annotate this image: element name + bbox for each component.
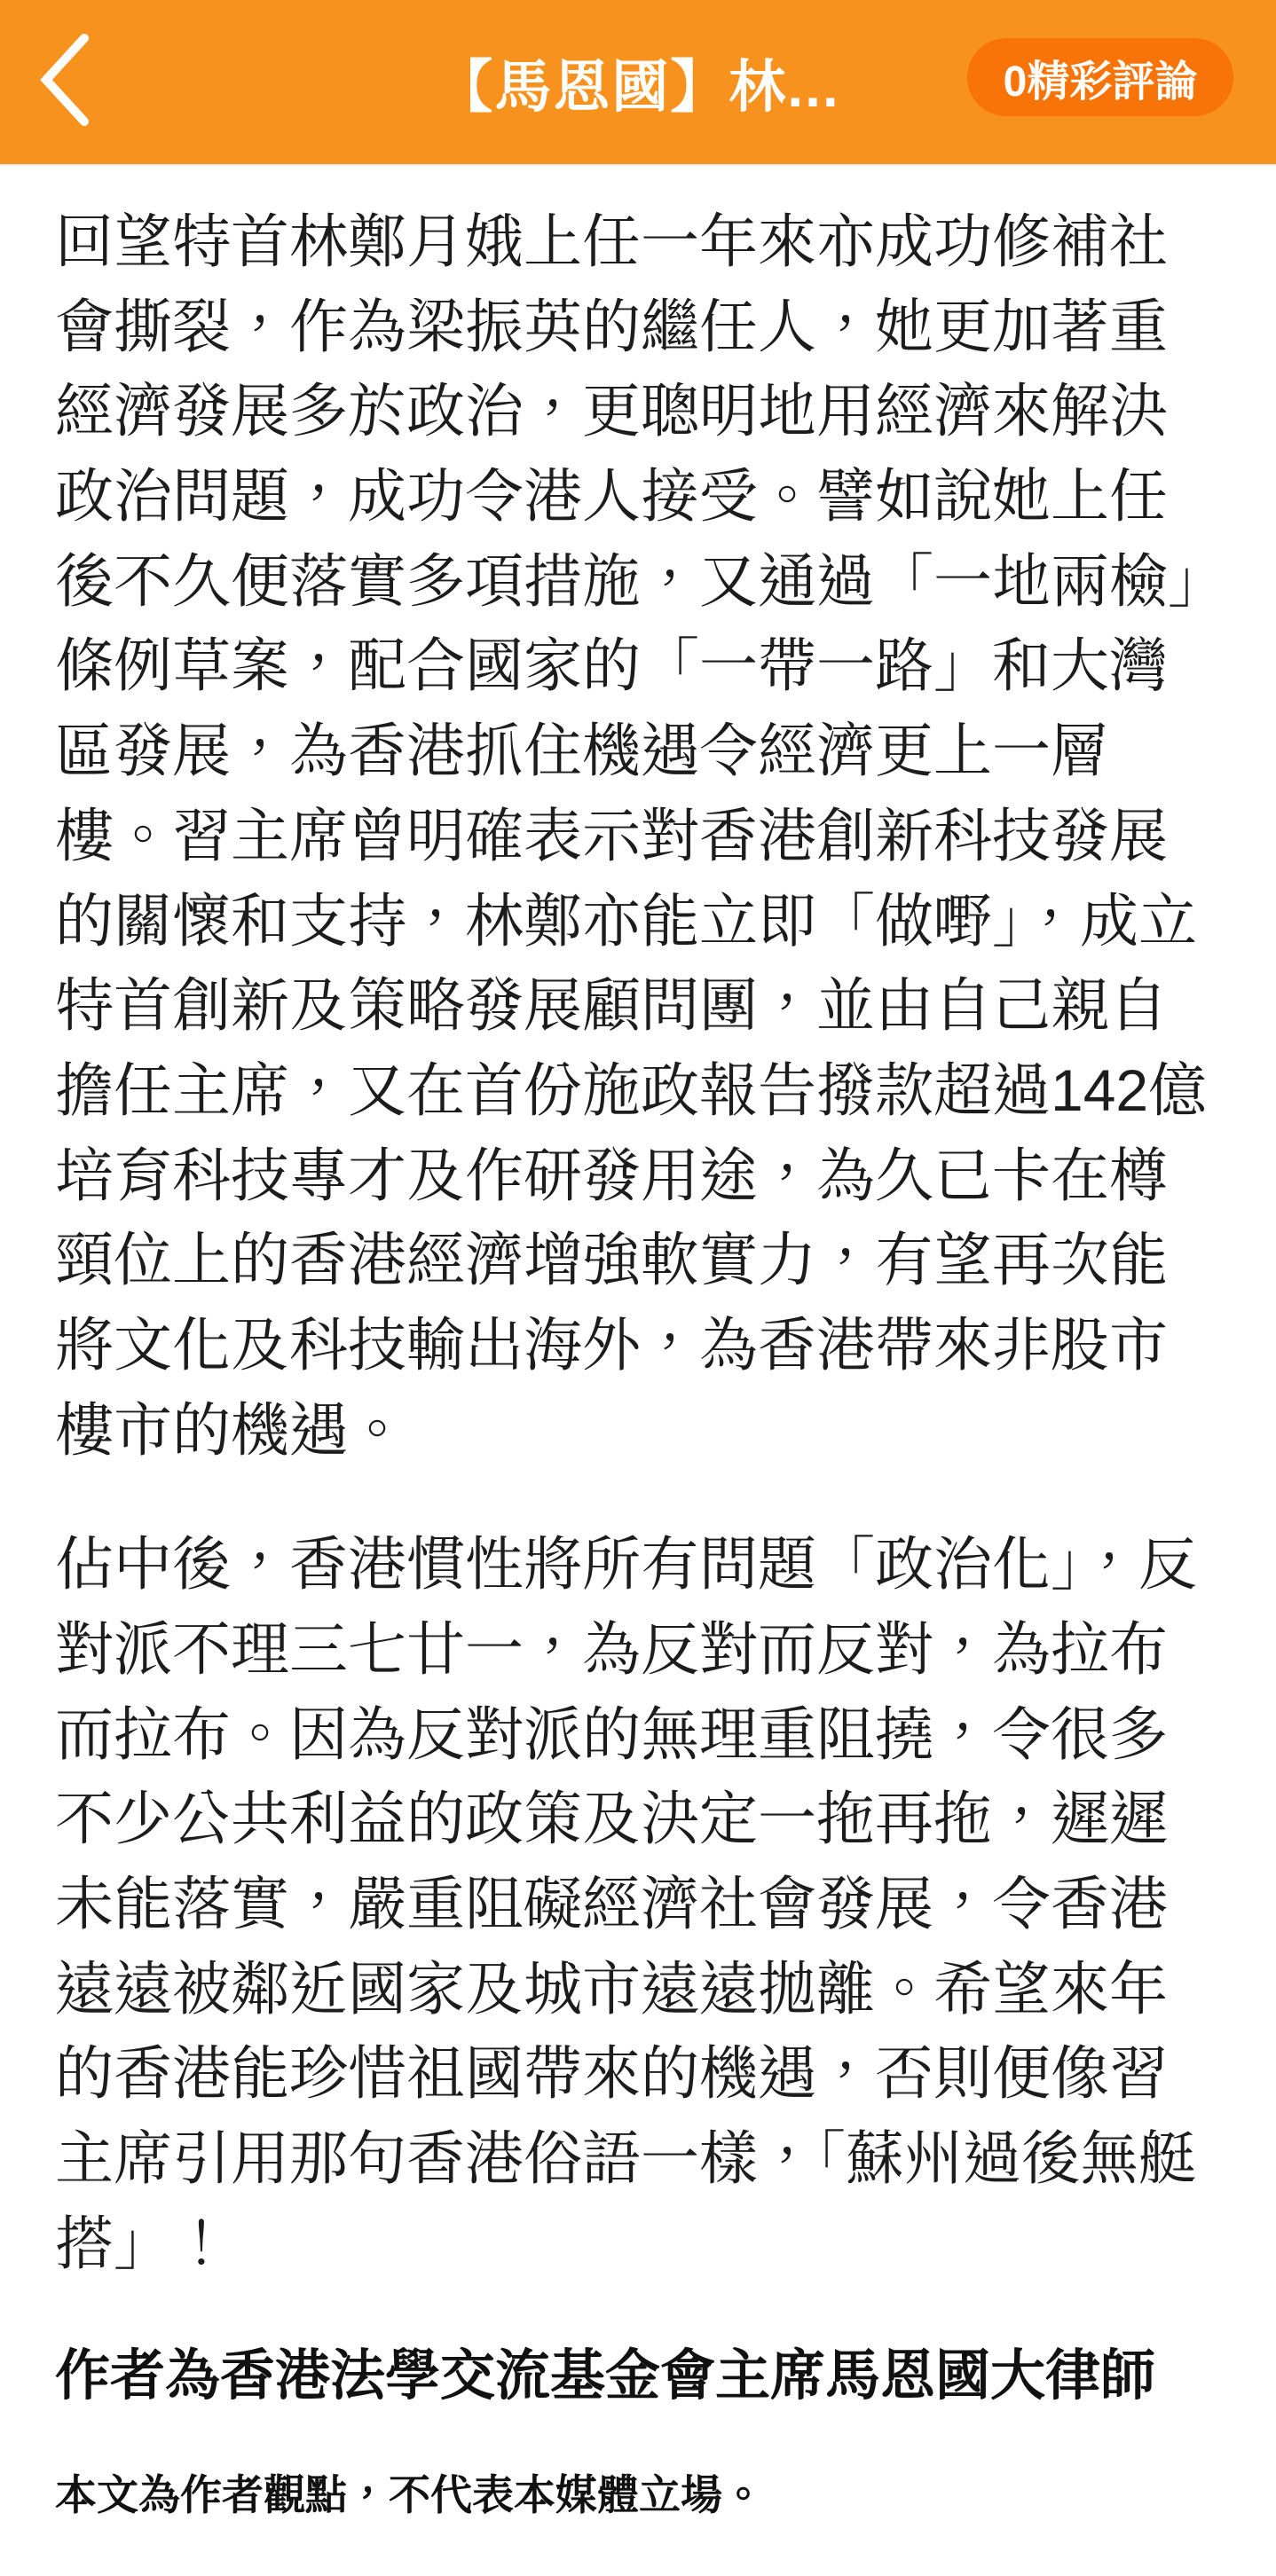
article-paragraph-1: 回望特首林鄭月娥上任一年來亦成功修補社會撕裂，作為梁振英的繼任人，她更加著重經濟發展多於政治，更聰明地用經濟來解決政治問題，成功令港人接受。譬如說她上任後不久便落實多項措施，又通過「一地兩檢」條例草案，配合國家的「一帶一路」和大灣區發展，為香港抓住機遇令經濟更上一層樓。習主席曾明確表示對香港創新科技發展的關懷和支持，林鄭亦能立即「做嘢」，成立特首創新及策略發展顧問團，並由自己親自擔任主席，又在首份施政報告撥款超過142億培育科技專才及作研發用途，為久已卡在樽頸位上的香港經濟增強軟實力，有望再次能將文化及科技輸出海外，為香港帶來非股市樓市的機遇。 <box>55 208 1208 1463</box>
back-button[interactable] <box>25 25 105 135</box>
chevron-left-icon <box>39 34 91 126</box>
article-paragraph-2: 佔中後，香港慣性將所有問題「政治化」，反對派不理三七廿一，為反對而反對，為拉布而拉布。因為反對派的無理重阻撓，令很多不少公共利益的政策及決定一拖再拖，遲遲未能落實，嚴重阻礙經濟社會發展，令香港遠遠被鄰近國家及城市遠遠拋離。希望來年的香港能珍惜祖國帶來的機遇，否則便像習主席引用那句香港俗語一樣，「蘇州過後無艇搭」！ <box>55 1531 1197 2276</box>
disclaimer: 本文為作者觀點，不代表本媒體立場。 <box>55 2471 764 2519</box>
comments-badge-button[interactable]: 0精彩評論 <box>967 38 1233 116</box>
article-body <box>0 166 1276 2576</box>
author-line: 作者為香港法學交流基金會主席馬恩國大律師 <box>55 2344 1156 2407</box>
page-title: 【馬恩國】林... <box>436 54 840 119</box>
header <box>0 0 1276 166</box>
